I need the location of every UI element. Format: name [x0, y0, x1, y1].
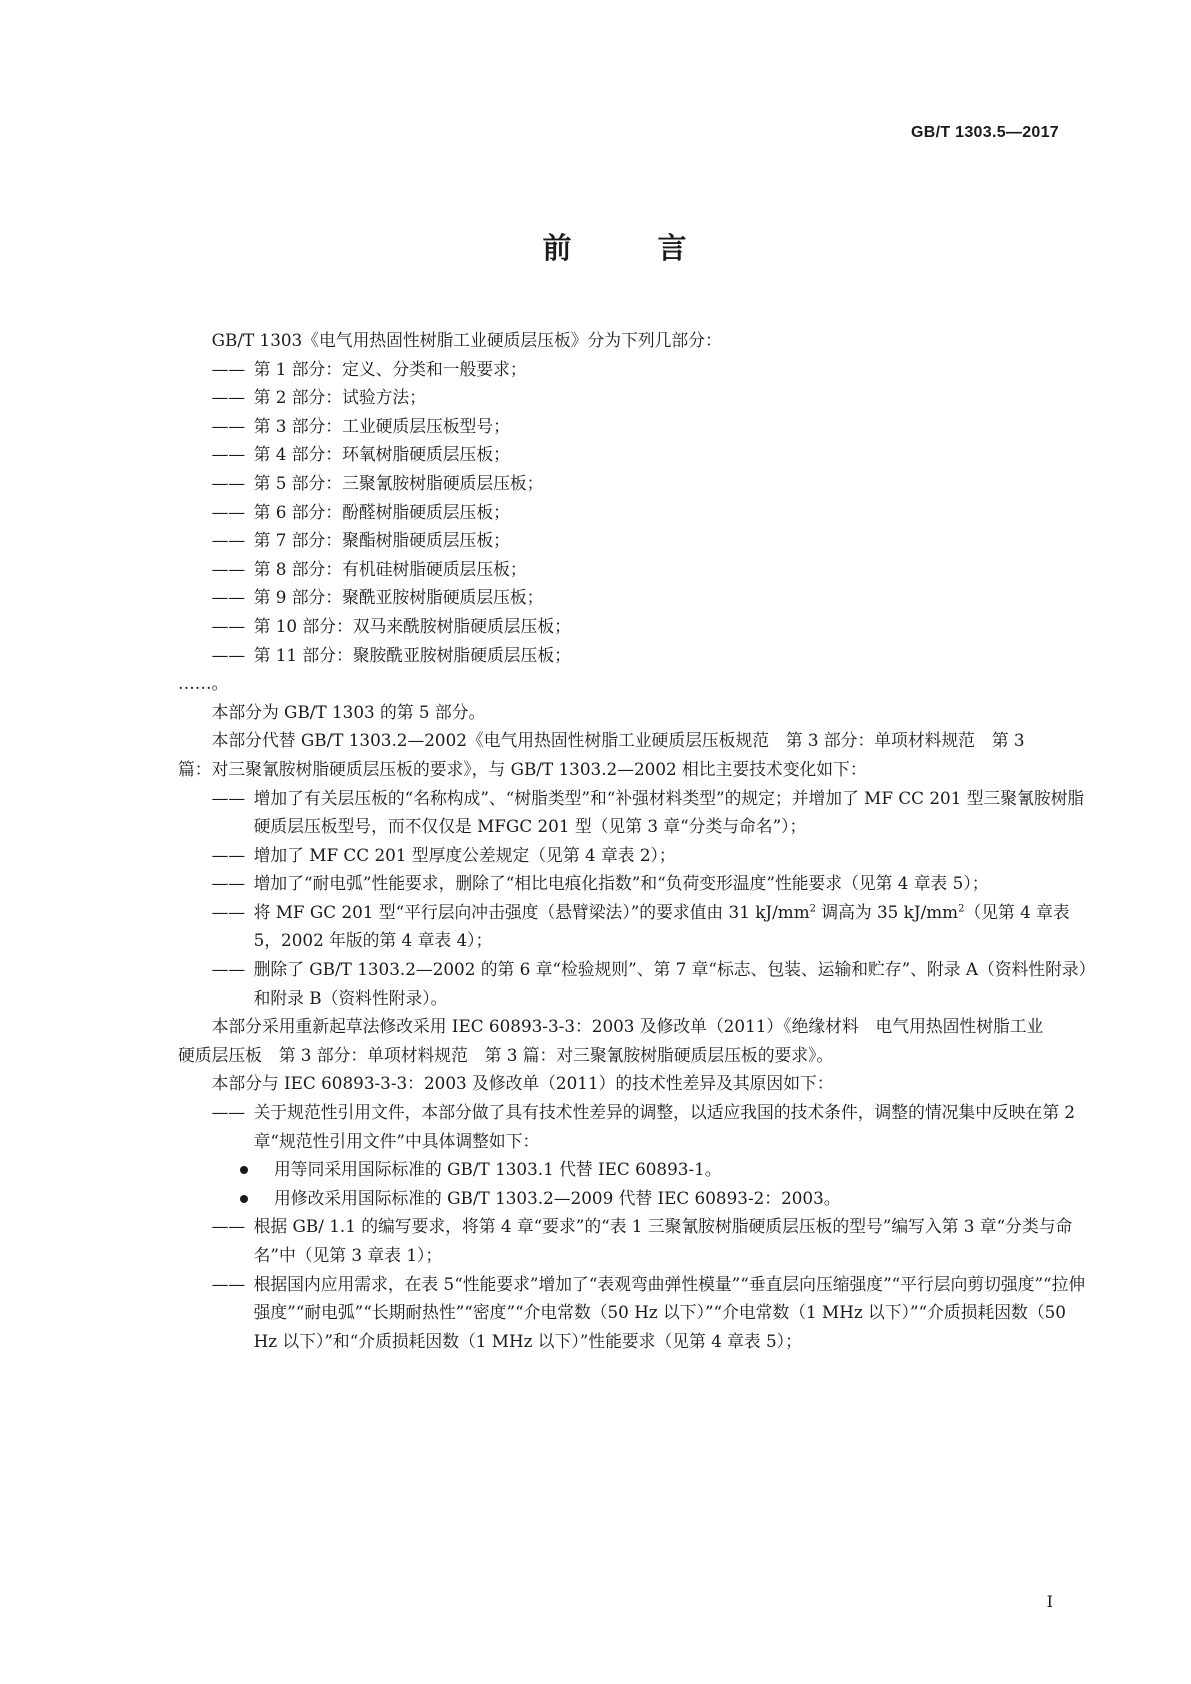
- part-statement: 本部分为 GB/T 1303 的第 5 部分。: [211, 701, 486, 722]
- list-item: —— 将 MF GC 201 型“平行层向冲击强度（悬臂梁法）”的要求值由 31 $kJ/mm^2$ 调高为 35 $kJ/mm^2$（见第 4 章表 5，2002 年版的第 4 章表 4）；: [211, 901, 1070, 951]
- list-item: —— 增加了 MF CC 201 型厚度公差规定（见第 4 章表 2）；: [211, 844, 676, 865]
- list-item: —— 增加了有关层压板的“名称构成”、“树脂类型”和“补强材料类型”的规定；并增加了 MF CC 201 型三聚氰胺树脂硬质层压板型号，而不仅仅是 MFGC 201 型（见第 3 章“分类与命名”）；: [211, 787, 1085, 837]
- bullet-item: 用等同采用国际标准的 GB/T 1303.1 代替 IEC 60893-1。: [178, 1155, 1058, 1184]
- list-item: —— 第 4 部分：环氧树脂硬质层压板；: [211, 444, 510, 465]
- parts-list: [178, 355, 1058, 670]
- list-item: —— 根据国内应用需求，在表 5“性能要求”增加了“表观弯曲弹性模量”“垂直层向压缩强度”“平行层向剪切强度”“拉伸强度”“耐电弧”“长期耐热性”“密度”“介电常数（50 Hz 以下）”“介电常数（1 MHz 以下）”“介质损耗因数（50 Hz 以下）”和“介质损耗因数（1 MHz 以下）”性能要求（见第 4 章表 5）；: [211, 1273, 1086, 1351]
- list-item: —— 删除了 GB/T 1303.2—2002 的第 6 章“检验规则”、第 7 章“标志、包装、运输和贮存”、附录 A（资料性附录）和附录 B（资料性附录）。: [211, 959, 1088, 1008]
- list-item: —— 第 6 部分：酚醛树脂硬质层压板；: [211, 501, 510, 522]
- bullet-item: 用修改采用国际标准的 GB/T 1303.2—2009 代替 IEC 60893-2：2003。: [178, 1184, 1058, 1213]
- changes-list: [178, 784, 1088, 1013]
- list-item: —— 根据 GB/ 1.1 的编写要求，将第 4 章“要求”的“表 1 三聚氰胺树脂硬质层压板的型号”编写入第 3 章“分类与命名”中（见第 3 章表 1）；: [211, 1216, 1073, 1265]
- list-item: —— 增加了“耐电弧”性能要求，删除了“相比电痕化指数”和“负荷变形温度”性能要求（见第 4 章表 5）；: [211, 873, 989, 894]
- list-item: —— 第 10 部分：双马来酰胺树脂硬质层压板；: [211, 615, 571, 636]
- adopt-paragraph: 本部分采用重新起草法修改采用 IEC 60893-3-3：2003 及修改单（2011）《绝缘材料 电气用热固性树脂工业硬质层压板 第 3 部分：单项材料规范 第 3 篇：对三聚氰胺树脂硬质层压板的要求》。: [178, 1016, 1044, 1065]
- list-item: —— 第 1 部分：定义、分类和一般要求；: [211, 358, 527, 379]
- page-number: I: [1046, 1592, 1053, 1611]
- replace-paragraph: 本部分代替 GB/T 1303.2—2002《电气用热固性树脂工业硬质层压板规范 第 3 部分：单项材料规范 第 3 篇：对三聚氰胺树脂硬质层压板的要求》，与 GB/T 1303.2—2002 相比主要技术变化如下：: [178, 730, 1025, 779]
- bullet-icon: [240, 1166, 248, 1174]
- list-item: —— 第 5 部分：三聚氰胺树脂硬质层压板；: [211, 472, 544, 493]
- document-body: [178, 326, 1088, 1355]
- page-title: 前 言: [542, 231, 725, 265]
- diff-list: [178, 1098, 1086, 1355]
- standard-code: GB/T 1303.5—2017: [911, 124, 1059, 141]
- diff-paragraph: 本部分与 IEC 60893-3-3：2003 及修改单（2011）的技术性差异及其原因如下：: [211, 1073, 834, 1094]
- list-item: —— 第 8 部分：有机硅树脂硬质层压板；: [211, 558, 527, 579]
- list-item: —— 第 7 部分：聚酯树脂硬质层压板；: [211, 530, 510, 551]
- ellipsis: ……。: [178, 673, 229, 694]
- list-item: —— 第 9 部分：聚酰亚胺树脂硬质层压板；: [211, 587, 544, 608]
- list-item: —— 第 3 部分：工业硬质层压板型号；: [211, 415, 510, 436]
- list-item: —— 关于规范性引用文件，本部分做了具有技术性差异的调整，以适应我国的技术条件，调整的情况集中反映在第 2 章“规范性引用文件”中具体调整如下：: [211, 1102, 1076, 1151]
- list-item: —— 第 2 部分：试验方法；: [211, 387, 426, 408]
- bullet-icon: [240, 1195, 248, 1203]
- list-item: —— 第 11 部分：聚胺酰亚胺树脂硬质层压板；: [211, 644, 571, 665]
- intro-paragraph: GB/T 1303《电气用热固性树脂工业硬质层压板》分为下列几部分：: [211, 330, 722, 350]
